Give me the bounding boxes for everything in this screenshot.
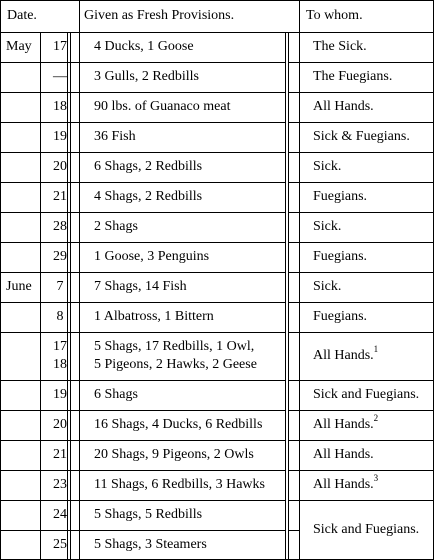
provisions-cell: 5 Pigeons, 2 Hawks, 2 Geese <box>94 357 257 372</box>
provisions-cell: 5 Shags, 17 Redbills, 1 Owl, <box>94 339 255 354</box>
recipient-cell: The Sick. <box>313 39 367 54</box>
day-cell: 21 <box>53 447 67 462</box>
day-cell: 19 <box>53 387 67 402</box>
day-cell: 19 <box>53 129 67 144</box>
day-cell: 18 <box>53 357 67 372</box>
provisions-cell: 6 Shags <box>94 387 138 402</box>
header-provisions: Given as Fresh Provisions. <box>84 8 235 23</box>
header-recipient: To whom. <box>306 8 363 23</box>
day-cell: 8 <box>56 309 64 324</box>
provisions-cell: 2 Shags <box>94 219 138 234</box>
provisions-cell: 7 Shags, 14 Fish <box>94 279 187 294</box>
header-date: Date. <box>7 8 37 23</box>
day-cell: 23 <box>53 477 67 492</box>
provisions-cell: 90 lbs. of Guanaco meat <box>94 99 231 114</box>
recipient-cell: Sick. <box>313 279 342 294</box>
provisions-cell: 36 Fish <box>94 129 136 144</box>
footnote-marker: 1 <box>373 344 379 355</box>
day-cell: 18 <box>53 99 67 114</box>
footnote-marker: 2 <box>373 413 379 424</box>
day-cell: — <box>53 69 67 84</box>
provisions-cell: 3 Gulls, 2 Redbills <box>94 69 200 84</box>
provisions-cell: 5 Shags, 3 Steamers <box>94 536 207 552</box>
provisions-cell: 4 Shags, 2 Redbills <box>94 189 203 204</box>
recipient-cell: Fuegians. <box>313 309 368 324</box>
provisions-cell: 4 Ducks, 1 Goose <box>94 39 194 54</box>
day-cell: 25 <box>53 536 67 552</box>
recipient-cell: All Hands.$^1$ <box>313 344 379 363</box>
day-cell: 20 <box>53 159 67 174</box>
day-cell: 20 <box>53 417 67 432</box>
day-cell: 29 <box>53 249 67 264</box>
recipient-cell: Fuegians. <box>313 249 368 264</box>
recipient-cell: The Fuegians. <box>313 69 393 84</box>
provisions-cell: 20 Shags, 9 Pigeons, 2 Owls <box>94 447 254 462</box>
day-cell: 24 <box>53 507 67 522</box>
recipient-cell: All Hands.$^2$ <box>313 413 379 432</box>
footnote-marker: 3 <box>373 473 379 484</box>
provisions-cell: 1 Albatross, 1 Bittern <box>94 309 214 324</box>
recipient-cell: Sick. <box>313 159 342 174</box>
recipient-cell: All Hands.$^3$ <box>313 473 379 492</box>
day-cell: 21 <box>53 189 67 204</box>
month-cell: June <box>6 279 32 294</box>
day-cell: 17 <box>53 39 67 54</box>
provisions-cell: 11 Shags, 6 Redbills, 3 Hawks <box>94 477 265 492</box>
provisions-cell: 1 Goose, 3 Penguins <box>94 249 210 264</box>
provisions-cell: 6 Shags, 2 Redbills <box>94 159 203 174</box>
recipient-cell: Fuegians. <box>313 189 368 204</box>
table-top-border <box>0 0 434 1</box>
day-cell: 17 <box>53 339 67 354</box>
provisions-cell: 5 Shags, 5 Redbills <box>94 507 203 522</box>
recipient-cell: All Hands. <box>313 99 374 114</box>
day-cell: 7 <box>56 279 64 294</box>
day-cell: 28 <box>53 219 67 234</box>
month-cell: May <box>6 39 32 54</box>
recipient-cell: Sick & Fuegians. <box>313 129 410 144</box>
recipient-cell: All Hands. <box>313 447 374 462</box>
recipient-cell-merged: Sick and Fuegians. <box>313 521 420 537</box>
provisions-cell: 16 Shags, 4 Ducks, 6 Redbills <box>94 417 263 432</box>
recipient-cell: Sick and Fuegians. <box>313 387 420 402</box>
recipient-cell: Sick. <box>313 219 342 234</box>
